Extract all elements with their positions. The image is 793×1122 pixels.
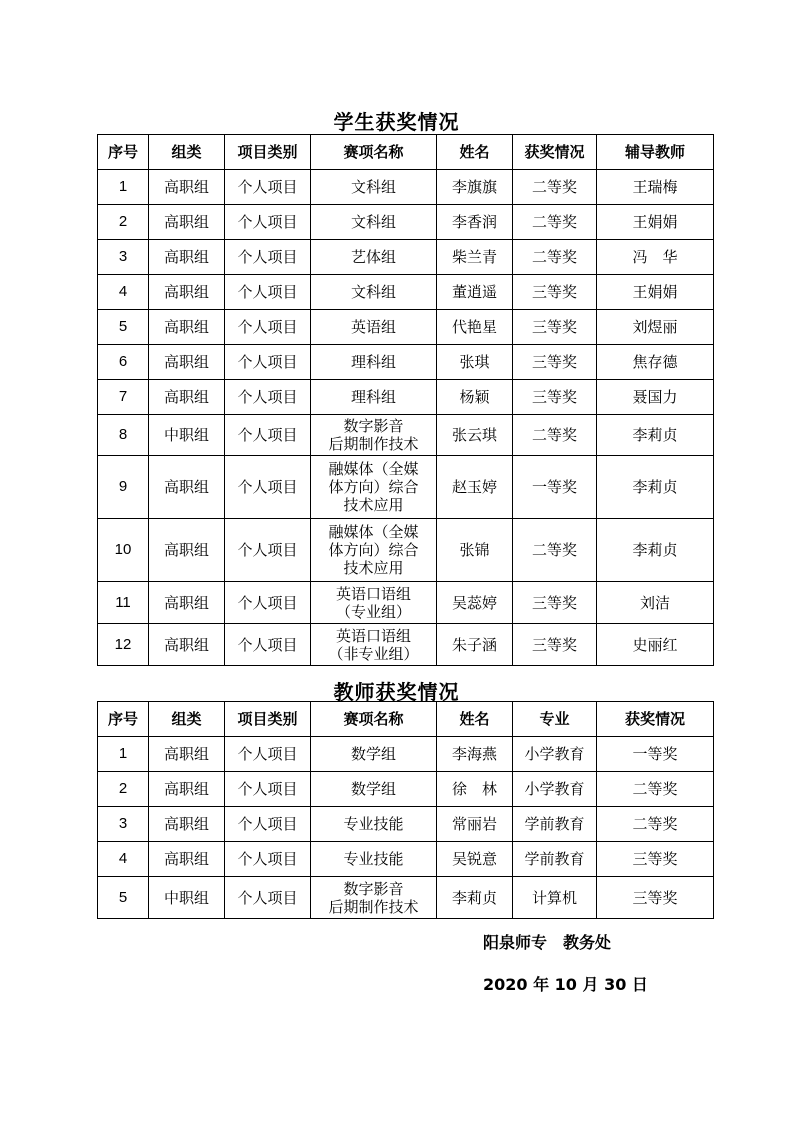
cell-event: 数学组	[311, 772, 437, 807]
cell-advisor: 冯 华	[597, 240, 714, 275]
cell-event: 数字影音 后期制作技术	[311, 415, 437, 456]
cell-award: 三等奖	[513, 380, 597, 415]
teacher-awards-table	[97, 701, 714, 919]
cell-advisor: 聂国力	[597, 380, 714, 415]
cell-advisor: 王瑞梅	[597, 170, 714, 205]
table-row	[98, 415, 714, 456]
student-awards-table	[97, 134, 714, 666]
cell-advisor: 李莉贞	[597, 456, 714, 519]
cell-index: 2	[98, 205, 149, 240]
cell-event: 理科组	[311, 345, 437, 380]
header-cell: 专业	[513, 702, 597, 737]
cell-group: 高职组	[149, 772, 225, 807]
cell-name: 朱子涵	[437, 624, 513, 666]
cell-category: 个人项目	[225, 170, 311, 205]
cell-index: 2	[98, 772, 149, 807]
cell-major: 学前教育	[513, 842, 597, 877]
cell-index: 1	[98, 170, 149, 205]
cell-name: 柴兰青	[437, 240, 513, 275]
cell-name: 张锦	[437, 519, 513, 582]
cell-category: 个人项目	[225, 807, 311, 842]
cell-advisor: 王娟娟	[597, 275, 714, 310]
table-header-row	[98, 135, 714, 170]
table-row	[98, 519, 714, 582]
cell-event: 艺体组	[311, 240, 437, 275]
cell-index: 5	[98, 310, 149, 345]
header-cell: 项目类别	[225, 135, 311, 170]
header-cell: 赛项名称	[311, 135, 437, 170]
header-cell: 姓名	[437, 702, 513, 737]
cell-award: 三等奖	[513, 582, 597, 624]
cell-event: 英语口语组 （非专业组）	[311, 624, 437, 666]
cell-index: 4	[98, 842, 149, 877]
cell-event: 专业技能	[311, 842, 437, 877]
table-row	[98, 842, 714, 877]
cell-group: 高职组	[149, 170, 225, 205]
header-cell: 获奖情况	[597, 702, 714, 737]
cell-index: 10	[98, 519, 149, 582]
cell-award: 一等奖	[597, 737, 714, 772]
cell-category: 个人项目	[225, 624, 311, 666]
table-row	[98, 310, 714, 345]
cell-event: 专业技能	[311, 807, 437, 842]
table-row	[98, 737, 714, 772]
cell-category: 个人项目	[225, 345, 311, 380]
cell-category: 个人项目	[225, 415, 311, 456]
cell-event: 融媒体（全媒 体方向）综合 技术应用	[311, 456, 437, 519]
cell-category: 个人项目	[225, 842, 311, 877]
cell-index: 12	[98, 624, 149, 666]
cell-event: 文科组	[311, 275, 437, 310]
cell-award: 二等奖	[513, 519, 597, 582]
cell-advisor: 李莉贞	[597, 519, 714, 582]
cell-award: 二等奖	[597, 807, 714, 842]
cell-name: 董逍遥	[437, 275, 513, 310]
cell-event: 理科组	[311, 380, 437, 415]
cell-award: 三等奖	[513, 345, 597, 380]
header-cell: 序号	[98, 702, 149, 737]
cell-category: 个人项目	[225, 519, 311, 582]
cell-name: 张琪	[437, 345, 513, 380]
table-row	[98, 380, 714, 415]
cell-award: 三等奖	[513, 275, 597, 310]
cell-award: 二等奖	[597, 772, 714, 807]
cell-major: 小学教育	[513, 737, 597, 772]
cell-index: 11	[98, 582, 149, 624]
cell-index: 1	[98, 737, 149, 772]
cell-group: 高职组	[149, 519, 225, 582]
cell-group: 高职组	[149, 240, 225, 275]
cell-event: 文科组	[311, 170, 437, 205]
cell-name: 李莉贞	[437, 877, 513, 919]
cell-index: 3	[98, 240, 149, 275]
cell-advisor: 李莉贞	[597, 415, 714, 456]
cell-name: 吴蕊婷	[437, 582, 513, 624]
table-row	[98, 205, 714, 240]
cell-advisor: 焦存德	[597, 345, 714, 380]
cell-event: 融媒体（全媒 体方向）综合 技术应用	[311, 519, 437, 582]
cell-index: 7	[98, 380, 149, 415]
cell-category: 个人项目	[225, 275, 311, 310]
header-cell: 姓名	[437, 135, 513, 170]
table-row	[98, 624, 714, 666]
table-header-row	[98, 702, 714, 737]
cell-name: 赵玉婷	[437, 456, 513, 519]
table-row	[98, 345, 714, 380]
header-cell: 序号	[98, 135, 149, 170]
cell-name: 杨颖	[437, 380, 513, 415]
cell-group: 中职组	[149, 877, 225, 919]
cell-category: 个人项目	[225, 456, 311, 519]
cell-group: 高职组	[149, 345, 225, 380]
cell-group: 高职组	[149, 842, 225, 877]
table-row	[98, 275, 714, 310]
cell-category: 个人项目	[225, 205, 311, 240]
cell-group: 高职组	[149, 624, 225, 666]
cell-group: 高职组	[149, 310, 225, 345]
cell-award: 三等奖	[597, 842, 714, 877]
cell-name: 李香润	[437, 205, 513, 240]
header-cell: 辅导教师	[597, 135, 714, 170]
cell-category: 个人项目	[225, 737, 311, 772]
cell-award: 二等奖	[513, 240, 597, 275]
cell-award: 三等奖	[513, 310, 597, 345]
cell-name: 李旗旗	[437, 170, 513, 205]
table-row	[98, 456, 714, 519]
table-row	[98, 877, 714, 919]
student-awards-title: 学生获奖情况	[333, 110, 460, 134]
cell-category: 个人项目	[225, 380, 311, 415]
header-cell: 组类	[149, 702, 225, 737]
cell-index: 8	[98, 415, 149, 456]
table-row	[98, 772, 714, 807]
cell-name: 代艳星	[437, 310, 513, 345]
cell-advisor: 刘煜丽	[597, 310, 714, 345]
cell-category: 个人项目	[225, 772, 311, 807]
cell-index: 4	[98, 275, 149, 310]
cell-award: 二等奖	[513, 170, 597, 205]
cell-category: 个人项目	[225, 310, 311, 345]
cell-major: 学前教育	[513, 807, 597, 842]
cell-award: 二等奖	[513, 205, 597, 240]
cell-event: 英语口语组 （专业组）	[311, 582, 437, 624]
cell-event: 数学组	[311, 737, 437, 772]
cell-group: 高职组	[149, 275, 225, 310]
header-cell: 项目类别	[225, 702, 311, 737]
cell-name: 吴锐意	[437, 842, 513, 877]
cell-name: 李海燕	[437, 737, 513, 772]
cell-category: 个人项目	[225, 582, 311, 624]
cell-group: 高职组	[149, 737, 225, 772]
table-row	[98, 240, 714, 275]
cell-award: 三等奖	[597, 877, 714, 919]
cell-award: 一等奖	[513, 456, 597, 519]
cell-advisor: 史丽红	[597, 624, 714, 666]
cell-index: 6	[98, 345, 149, 380]
cell-advisor: 刘洁	[597, 582, 714, 624]
cell-event: 数字影音 后期制作技术	[311, 877, 437, 919]
footer-organization: 阳泉师专 教务处	[483, 933, 612, 952]
cell-name: 常丽岩	[437, 807, 513, 842]
cell-advisor: 王娟娟	[597, 205, 714, 240]
cell-index: 9	[98, 456, 149, 519]
cell-name: 张云琪	[437, 415, 513, 456]
cell-group: 中职组	[149, 415, 225, 456]
header-cell: 组类	[149, 135, 225, 170]
footer-date: 2020 年 10 月 30 日	[483, 975, 648, 994]
cell-group: 高职组	[149, 456, 225, 519]
table-row	[98, 807, 714, 842]
header-cell: 获奖情况	[513, 135, 597, 170]
cell-award: 三等奖	[513, 624, 597, 666]
cell-award: 二等奖	[513, 415, 597, 456]
cell-group: 高职组	[149, 807, 225, 842]
cell-event: 英语组	[311, 310, 437, 345]
cell-group: 高职组	[149, 380, 225, 415]
cell-major: 计算机	[513, 877, 597, 919]
cell-category: 个人项目	[225, 877, 311, 919]
cell-index: 5	[98, 877, 149, 919]
table-row	[98, 582, 714, 624]
cell-event: 文科组	[311, 205, 437, 240]
header-cell: 赛项名称	[311, 702, 437, 737]
cell-group: 高职组	[149, 205, 225, 240]
table-row	[98, 170, 714, 205]
teacher-awards-title: 教师获奖情况	[333, 680, 460, 704]
cell-category: 个人项目	[225, 240, 311, 275]
cell-name: 徐 林	[437, 772, 513, 807]
cell-index: 3	[98, 807, 149, 842]
cell-group: 高职组	[149, 582, 225, 624]
cell-major: 小学教育	[513, 772, 597, 807]
